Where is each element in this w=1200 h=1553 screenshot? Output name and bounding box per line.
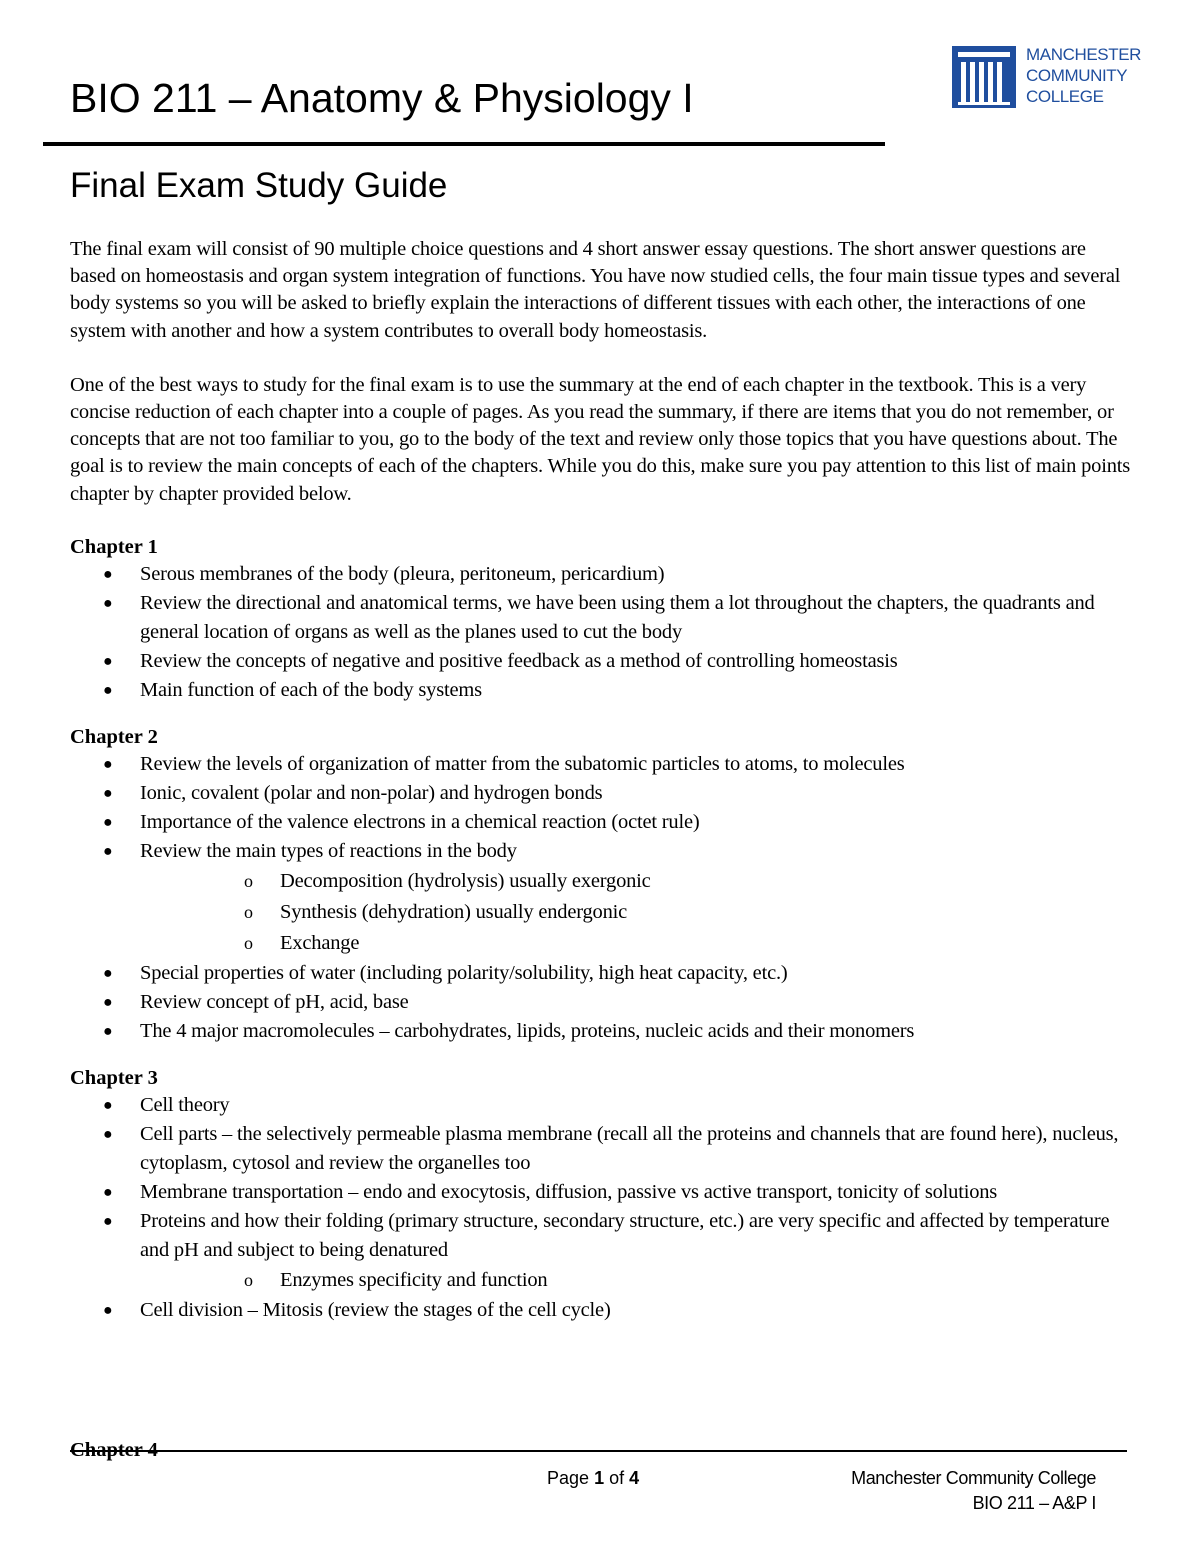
chapter-list	[70, 750, 1132, 1046]
bullet-icon: ●	[103, 1125, 113, 1143]
course-title: BIO 211 – Anatomy & Physiology I	[70, 75, 694, 121]
list-item	[70, 750, 1132, 779]
chapter-heading: Chapter 2	[70, 725, 158, 748]
list-item-text: Review concept of pH, acid, base	[140, 990, 409, 1013]
bullet-icon: ●	[103, 842, 113, 860]
list-item-text: Review the levels of organization of matter from the subatomic particles to atoms, to molecules	[140, 752, 905, 775]
bullet-icon: ●	[103, 1096, 113, 1114]
list-item-text: Special properties of water (including polarity/solubility, high heat capacity, etc.)	[140, 961, 788, 984]
circle-bullet-icon: o	[244, 870, 253, 891]
sub-list-item-text: Enzymes specificity and function	[280, 1268, 548, 1291]
college-logo	[952, 44, 1158, 110]
footer-college: Manchester Community College	[851, 1468, 1096, 1488]
list-item-text: Review the directional and anatomical terms, we have been using them a lot throughout the chapters, the quadrants and general location of organs as well as the planes used to cut the body	[140, 591, 1095, 643]
footer-rule	[70, 1450, 1127, 1452]
list-item-text: Cell division – Mitosis (review the stages of the cell cycle)	[140, 1298, 611, 1321]
intro-paragraph: The final exam will consist of 90 multiple choice questions and 4 short answer essay questions. The short answer questions are based on homeostasis and organ system integration of functions. You have now studied cells, the four main tissue types and several body systems so you will be asked to briefly explain the interactions of different tissues with each other, the interactions of one system with another and how a system contributes to overall body homeostasis.	[70, 238, 1121, 342]
bullet-icon: ●	[103, 681, 113, 699]
list-item-text: Ionic, covalent (polar and non-polar) and hydrogen bonds	[140, 781, 603, 804]
circle-bullet-icon: o	[244, 1269, 253, 1290]
logo-text-line: COLLEGE	[1026, 87, 1104, 106]
page-current: 1	[594, 1468, 605, 1488]
college-building-icon	[952, 46, 1016, 108]
chapter-list	[70, 1091, 1132, 1325]
page-total: 4	[629, 1468, 640, 1488]
page-word: Page	[547, 1468, 590, 1488]
list-item	[70, 1296, 1132, 1325]
college-logo-text	[1026, 44, 1141, 107]
list-item	[70, 1091, 1132, 1120]
list-item-text: Cell parts – the selectively permeable plasma membrane (recall all the proteins and channels that are found here), nucleus, cytoplasm, cytosol and review the organelles too	[140, 1122, 1119, 1174]
list-item	[70, 808, 1132, 837]
list-item-text: Main function of each of the body systems	[140, 678, 482, 701]
chapter-heading-next: Chapter 4	[70, 1439, 158, 1461]
list-item	[70, 1178, 1132, 1207]
bullet-icon: ●	[103, 565, 113, 583]
list-item	[70, 1120, 1132, 1178]
circle-bullet-icon: o	[244, 901, 253, 922]
bullet-icon: ●	[103, 964, 113, 982]
chapter-list	[70, 560, 1132, 705]
list-item-text: Review the main types of reactions in the body	[140, 839, 517, 862]
list-item-text: The 4 major macromolecules – carbohydrates, lipids, proteins, nucleic acids and their monomers	[140, 1019, 915, 1042]
list-item	[70, 560, 1132, 589]
intro-paragraph: One of the best ways to study for the final exam is to use the summary at the end of each chapter in the textbook. This is a very concise reduction of each chapter into a couple of pages. As you read the summary, if there are items that you do not remember, or concepts that are not too familiar to you, go to the body of the text and review only those topics that you have questions about. The goal is to review the main concepts of each of the chapters. While you do this, make sure you pay attention to this list of main points chapter by chapter provided below.	[70, 373, 1131, 505]
list-item	[70, 1017, 1132, 1046]
list-item	[70, 837, 1132, 959]
list-item-text: Cell theory	[140, 1093, 230, 1116]
list-item	[70, 589, 1132, 647]
list-item	[70, 647, 1132, 676]
bullet-icon: ●	[103, 784, 113, 802]
logo-text-line: MANCHESTER	[1026, 45, 1142, 64]
header-rule	[43, 142, 885, 146]
list-item-text: Proteins and how their folding (primary structure, secondary structure, etc.) are very specific and affected by temperature and pH and subject to being denatured	[140, 1209, 1110, 1261]
page-number	[547, 1466, 639, 1490]
list-item	[70, 959, 1132, 988]
bullet-icon: ●	[103, 1212, 113, 1230]
list-item	[70, 1207, 1132, 1296]
bullet-icon: ●	[103, 1022, 113, 1040]
bullet-icon: ●	[103, 813, 113, 831]
bullet-icon: ●	[103, 755, 113, 773]
chapter-heading: Chapter 3	[70, 1066, 158, 1089]
bullet-icon: ●	[103, 594, 113, 612]
chapter-heading: Chapter 1	[70, 535, 158, 558]
sub-list-item-text: Decomposition (hydrolysis) usually exergonic	[280, 869, 651, 892]
list-item	[70, 988, 1132, 1017]
sub-list-item-text: Synthesis (dehydration) usually endergonic	[280, 900, 628, 923]
sub-list-item	[140, 866, 1132, 897]
list-item-text: Membrane transportation – endo and exocytosis, diffusion, passive vs active transport, tonicity of solutions	[140, 1180, 998, 1203]
list-item-text: Serous membranes of the body (pleura, peritoneum, pericardium)	[140, 562, 665, 585]
list-item	[70, 779, 1132, 808]
sub-list	[140, 1265, 1132, 1296]
sub-list	[140, 866, 1132, 959]
footer-course: BIO 211 – A&P I	[972, 1493, 1096, 1513]
footer-course-info	[851, 1466, 1096, 1516]
page-of: of	[609, 1468, 625, 1488]
sub-list-item	[140, 928, 1132, 959]
document-body	[70, 236, 1132, 1325]
bullet-icon: ●	[103, 1183, 113, 1201]
sub-list-item	[140, 897, 1132, 928]
bullet-icon: ●	[103, 652, 113, 670]
circle-bullet-icon: o	[244, 932, 253, 953]
list-item-text: Review the concepts of negative and positive feedback as a method of controlling homeostasis	[140, 649, 898, 672]
bullet-icon: ●	[103, 1301, 113, 1319]
bullet-icon: ●	[103, 993, 113, 1011]
sub-list-item-text: Exchange	[280, 931, 360, 954]
sub-list-item	[140, 1265, 1132, 1296]
list-item	[70, 676, 1132, 705]
document-title: Final Exam Study Guide	[70, 166, 448, 205]
logo-text-line: COMMUNITY	[1026, 66, 1128, 85]
list-item-text: Importance of the valence electrons in a chemical reaction (octet rule)	[140, 810, 700, 833]
